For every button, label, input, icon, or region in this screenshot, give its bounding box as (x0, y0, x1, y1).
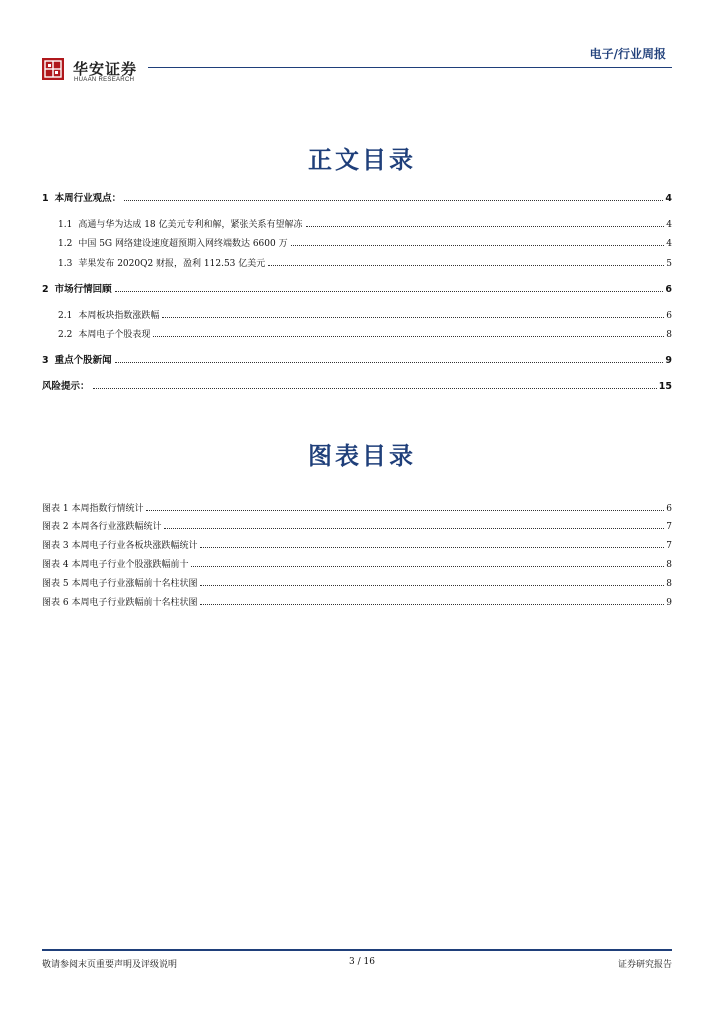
figure-item-page: 9 (666, 598, 672, 608)
toc-item[interactable] (58, 258, 672, 270)
toc-item-number: 2.1 (58, 311, 73, 321)
figure-leader-dots (200, 585, 664, 586)
toc-leader-dots (124, 200, 663, 201)
figure-item-label: 图表 6 本周电子行业跌幅前十名柱状图 (42, 598, 198, 608)
figure-leader-dots (164, 528, 664, 529)
figure-leader-dots (200, 547, 664, 548)
figure-index-item[interactable] (42, 521, 672, 533)
figure-leader-dots (191, 566, 664, 567)
toc-item-page: 9 (665, 355, 672, 366)
figure-leader-dots (146, 510, 664, 511)
toc-item-number: 1 (42, 193, 49, 204)
toc-item[interactable] (42, 284, 672, 296)
figure-item-label: 图表 5 本周电子行业涨幅前十名柱状图 (42, 579, 198, 589)
toc-leader-dots (115, 362, 664, 363)
toc-item-page: 4 (666, 220, 672, 230)
toc-item-number: 2 (42, 284, 49, 295)
toc-item-label: 本周板块指数涨跌幅 (78, 311, 160, 321)
toc-item-page: 4 (665, 193, 672, 204)
toc-item-page: 5 (666, 259, 672, 269)
toc-item[interactable] (58, 310, 672, 322)
toc-title: 正文目录 (308, 146, 416, 174)
header-divider (148, 67, 672, 68)
toc-item-label: 市场行情回顾 (54, 284, 112, 295)
toc-item-number: 2.2 (58, 330, 73, 340)
toc-item-label: 中国 5G 网络建设速度超预期入网终端数达 6600 万 (78, 239, 288, 249)
toc-leader-dots (268, 265, 664, 266)
page-header (0, 0, 724, 90)
figure-item-label: 图表 1 本周指数行情统计 (42, 504, 144, 514)
toc-item-number: 1.2 (58, 239, 73, 249)
toc-item-page: 6 (666, 311, 672, 321)
toc-item-label: 重点个股新闻 (54, 355, 112, 366)
figure-item-page: 7 (666, 541, 672, 551)
logo-name-en: HUAAN RESEARCH (74, 77, 135, 83)
page-number: 3 / 16 (349, 957, 375, 967)
figure-index-item[interactable] (42, 503, 672, 515)
figure-index-item[interactable] (42, 597, 672, 609)
toc-item[interactable] (42, 193, 672, 205)
huaan-logo-icon (42, 58, 64, 80)
footer-disclaimer: 敬请参阅末页重要声明及评级说明 (42, 960, 178, 970)
toc-item[interactable] (58, 329, 672, 341)
footer-divider (42, 949, 672, 951)
toc-item-number: 1.1 (58, 220, 73, 230)
toc-item-page: 15 (658, 381, 672, 392)
figure-index-item[interactable] (42, 578, 672, 590)
toc-item[interactable] (42, 381, 672, 393)
toc-leader-dots (162, 317, 664, 318)
figure-item-page: 7 (666, 522, 672, 532)
toc-leader-dots (115, 291, 664, 292)
toc-item[interactable] (42, 355, 672, 367)
report-category: 电子/行业周报 (589, 47, 666, 61)
figure-item-label: 图表 4 本周电子行业个股涨跌幅前十 (42, 560, 189, 570)
toc-item-page: 4 (666, 239, 672, 249)
logo-name-cn: 华安证券 (73, 60, 138, 78)
figure-index-item[interactable] (42, 559, 672, 571)
figure-item-page: 8 (666, 579, 672, 589)
toc-leader-dots (306, 226, 665, 227)
toc-item-label: 高通与华为达成 18 亿美元专利和解，紧张关系有望解冻 (78, 220, 303, 230)
toc-item-page: 6 (665, 284, 672, 295)
toc-item-label: 本周行业观点： (54, 193, 122, 204)
toc-leader-dots (291, 245, 665, 246)
toc-item-page: 8 (666, 330, 672, 340)
toc-item-label: 风险提示： (42, 381, 90, 392)
figure-item-page: 6 (666, 504, 672, 514)
toc-leader-dots (93, 388, 657, 389)
figure-leader-dots (200, 604, 664, 605)
figure-item-page: 8 (666, 560, 672, 570)
figure-index-item[interactable] (42, 540, 672, 552)
toc-leader-dots (153, 336, 664, 337)
footer-doc-type: 证券研究报告 (617, 960, 672, 970)
toc-item-number: 3 (42, 355, 49, 366)
figure-item-label: 图表 2 本周各行业涨跌幅统计 (42, 522, 162, 532)
toc-item-label: 苹果发布 2020Q2 财报，盈利 112.53 亿美元 (78, 259, 266, 269)
toc-item[interactable] (58, 219, 672, 231)
figure-item-label: 图表 3 本周电子行业各板块涨跌幅统计 (42, 541, 198, 551)
figure-index-title: 图表目录 (308, 442, 416, 470)
toc-item-label: 本周电子个股表现 (78, 330, 151, 340)
toc-item[interactable] (58, 238, 672, 250)
toc-item-number: 1.3 (58, 259, 73, 269)
